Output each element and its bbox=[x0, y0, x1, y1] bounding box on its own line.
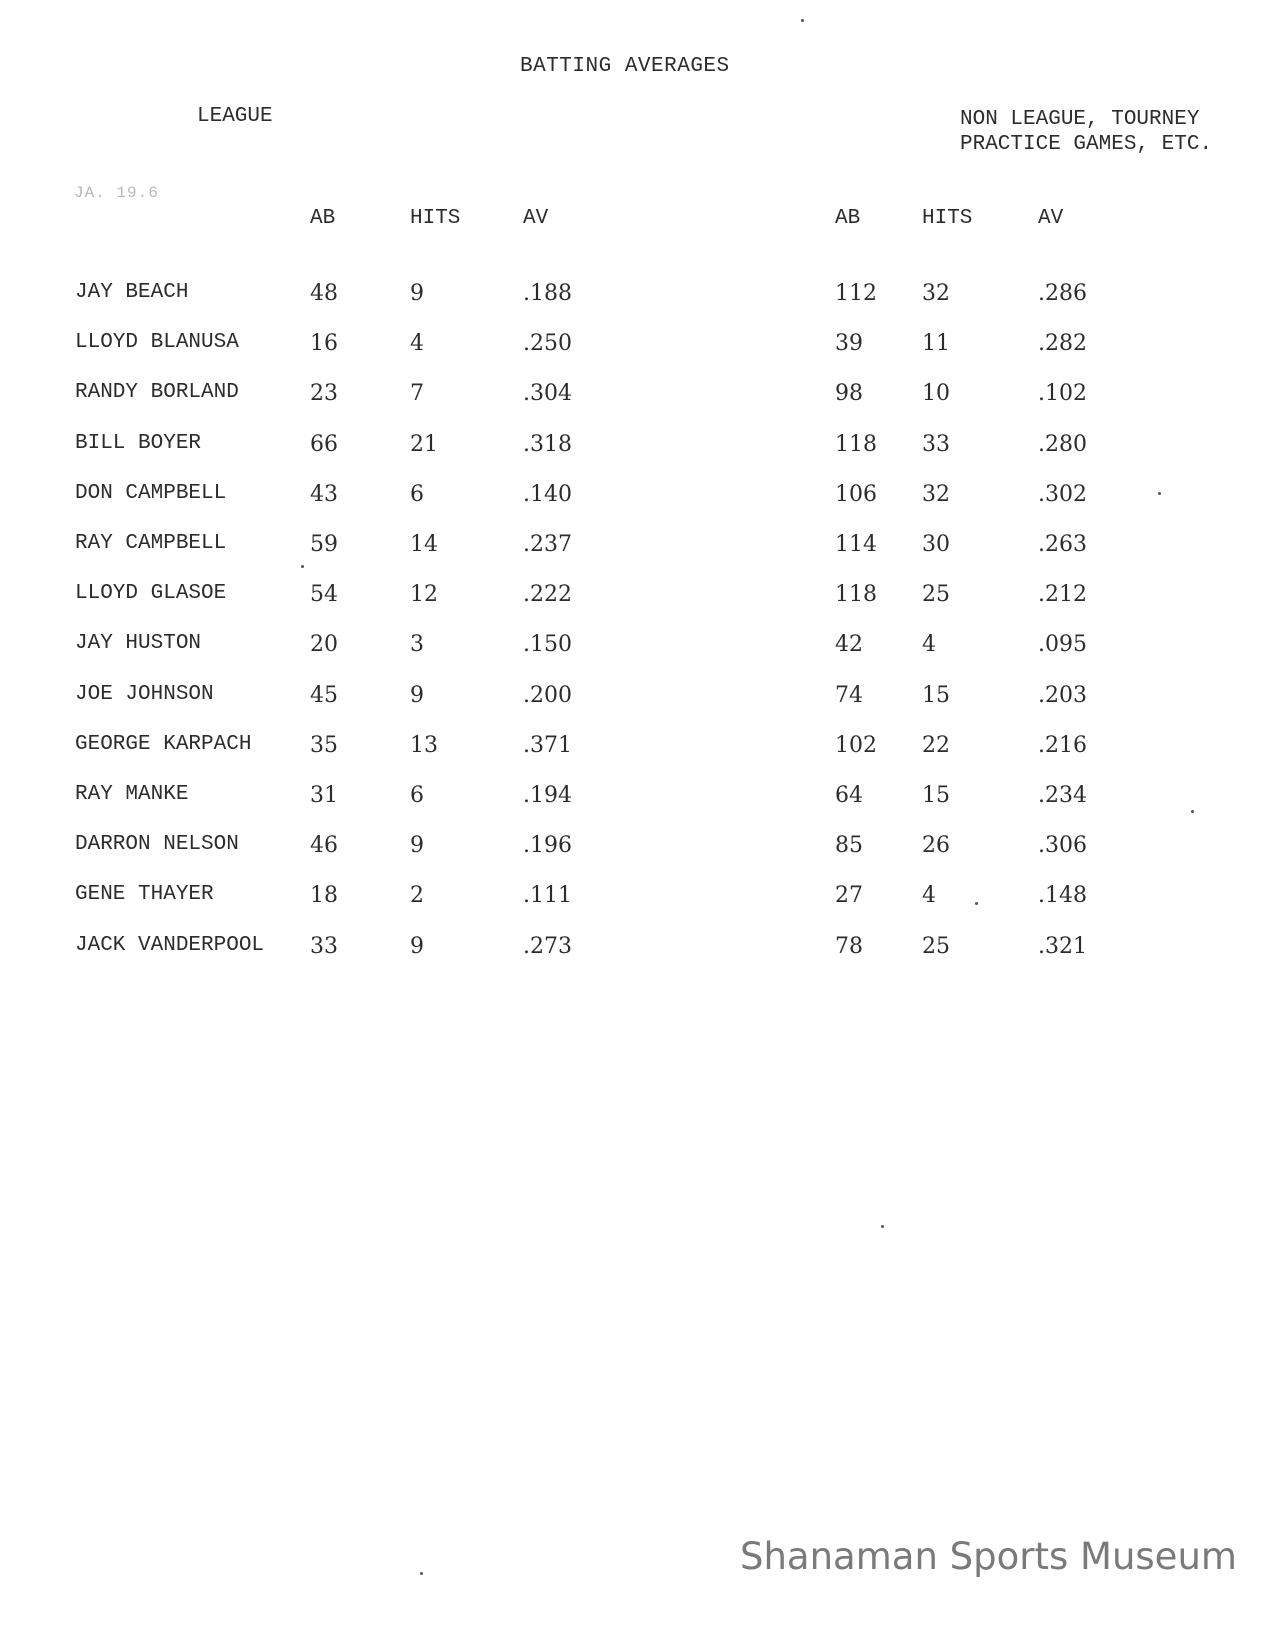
table-row bbox=[0, 482, 1275, 522]
table-row bbox=[0, 532, 1275, 572]
league-hits: 2 bbox=[410, 883, 424, 909]
nonleague-hits: 32 bbox=[922, 481, 950, 507]
nonleague-av: .306 bbox=[1038, 833, 1087, 859]
league-av: .140 bbox=[523, 481, 572, 507]
league-hits: 4 bbox=[410, 331, 424, 357]
nonleague-hits: 10 bbox=[922, 381, 950, 407]
nonleague-av: .212 bbox=[1038, 582, 1087, 608]
nonleague-heading-line-2: PRACTICE GAMES, ETC. bbox=[960, 133, 1213, 156]
league-ab: 35 bbox=[310, 732, 338, 758]
nonleague-ab: 85 bbox=[835, 833, 863, 859]
league-ab: 66 bbox=[310, 431, 338, 457]
nonleague-av: .302 bbox=[1038, 481, 1087, 507]
nonleague-ab: 74 bbox=[835, 682, 863, 708]
league-hits: 9 bbox=[410, 833, 424, 859]
player-name: DARRON NELSON bbox=[75, 833, 239, 857]
nonleague-ab: 64 bbox=[835, 783, 863, 808]
table-row bbox=[0, 432, 1275, 472]
nonleague-hits: 4 bbox=[922, 632, 936, 658]
league-hits: 3 bbox=[410, 632, 424, 658]
league-hits: 13 bbox=[410, 732, 438, 758]
nonleague-hits-header: HITS bbox=[922, 207, 973, 230]
nonleague-av: .203 bbox=[1038, 682, 1087, 708]
league-av: .273 bbox=[523, 933, 572, 959]
player-name: JAY BEACH bbox=[75, 281, 189, 304]
league-ab: 31 bbox=[310, 783, 338, 808]
nonleague-ab: 118 bbox=[835, 582, 877, 608]
nonleague-av-header: AV bbox=[1038, 207, 1064, 230]
table-row bbox=[0, 683, 1275, 723]
nonleague-hits: 11 bbox=[922, 331, 950, 357]
player-name: RAY MANKE bbox=[75, 783, 189, 806]
league-hits: 9 bbox=[410, 933, 424, 959]
nonleague-ab: 114 bbox=[835, 532, 877, 557]
nonleague-av: .148 bbox=[1038, 883, 1087, 909]
league-ab: 54 bbox=[310, 582, 338, 608]
league-ab-header: AB bbox=[310, 207, 336, 230]
league-av: .111 bbox=[523, 883, 572, 909]
nonleague-hits: 33 bbox=[922, 431, 950, 457]
league-av: .194 bbox=[523, 783, 572, 808]
watermark: Shanaman Sports Museum bbox=[740, 1535, 1237, 1578]
nonleague-hits: 15 bbox=[922, 682, 950, 708]
league-hits: 7 bbox=[410, 381, 424, 407]
nonleague-ab-header: AB bbox=[835, 207, 861, 230]
league-hits-header: HITS bbox=[410, 207, 461, 230]
nonleague-hits: 32 bbox=[922, 281, 950, 306]
nonleague-hits: 25 bbox=[922, 933, 950, 959]
league-hits: 6 bbox=[410, 481, 424, 507]
nonleague-av: .102 bbox=[1038, 381, 1087, 407]
league-ab: 20 bbox=[310, 632, 338, 658]
table-row bbox=[0, 381, 1275, 421]
table-row bbox=[0, 582, 1275, 622]
table-row bbox=[0, 733, 1275, 773]
league-av: .150 bbox=[523, 632, 572, 658]
league-ab: 33 bbox=[310, 933, 338, 959]
table-row bbox=[0, 331, 1275, 371]
league-ab: 16 bbox=[310, 331, 338, 357]
league-av: .188 bbox=[523, 281, 572, 306]
league-av: .371 bbox=[523, 732, 572, 758]
league-av: .196 bbox=[523, 833, 572, 859]
nonleague-ab: 112 bbox=[835, 281, 877, 306]
nonleague-av: .234 bbox=[1038, 783, 1087, 808]
league-hits: 12 bbox=[410, 582, 438, 608]
nonleague-heading-line-1: NON LEAGUE, TOURNEY bbox=[960, 108, 1200, 131]
player-name: GENE THAYER bbox=[75, 883, 214, 907]
player-name: JACK VANDERPOOL bbox=[75, 933, 265, 957]
page-title: BATTING AVERAGES bbox=[520, 55, 730, 78]
table-row bbox=[0, 783, 1275, 823]
league-ab: 23 bbox=[310, 381, 338, 407]
table-row bbox=[0, 632, 1275, 672]
league-av: .222 bbox=[523, 582, 572, 608]
league-hits: 9 bbox=[410, 281, 424, 306]
nonleague-ab: 27 bbox=[835, 883, 863, 909]
table-row bbox=[0, 833, 1275, 873]
league-av: .318 bbox=[523, 431, 572, 457]
player-name: JAY HUSTON bbox=[75, 632, 202, 656]
nonleague-av: .280 bbox=[1038, 431, 1087, 457]
player-name: RAY CAMPBELL bbox=[75, 532, 227, 555]
league-hits: 6 bbox=[410, 783, 424, 808]
nonleague-hits: 15 bbox=[922, 783, 950, 808]
league-av-header: AV bbox=[523, 207, 549, 230]
league-av: .304 bbox=[523, 381, 572, 407]
league-av: .250 bbox=[523, 331, 572, 357]
nonleague-hits: 4 bbox=[922, 883, 936, 909]
nonleague-ab: 42 bbox=[835, 632, 863, 658]
league-ab: 45 bbox=[310, 682, 338, 708]
nonleague-heading bbox=[960, 107, 1212, 157]
nonleague-av: .286 bbox=[1038, 281, 1087, 306]
nonleague-av: .282 bbox=[1038, 331, 1087, 357]
nonleague-hits: 22 bbox=[922, 732, 950, 758]
league-av: .200 bbox=[523, 682, 572, 708]
player-name: DON CAMPBELL bbox=[75, 481, 227, 505]
faint-stamp: JA. 19.6 bbox=[74, 184, 159, 202]
nonleague-av: .095 bbox=[1038, 632, 1087, 658]
nonleague-ab: 102 bbox=[835, 732, 877, 758]
table-row bbox=[0, 281, 1275, 321]
player-name: LLOYD GLASOE bbox=[75, 582, 227, 606]
league-ab: 43 bbox=[310, 481, 338, 507]
nonleague-hits: 30 bbox=[922, 532, 950, 557]
player-name: GEORGE KARPACH bbox=[75, 732, 252, 756]
league-ab: 18 bbox=[310, 883, 338, 909]
league-heading: LEAGUE bbox=[197, 105, 273, 128]
nonleague-av: .263 bbox=[1038, 532, 1087, 557]
league-ab: 48 bbox=[310, 281, 338, 306]
nonleague-ab: 98 bbox=[835, 381, 863, 407]
nonleague-ab: 106 bbox=[835, 481, 877, 507]
nonleague-av: .216 bbox=[1038, 732, 1087, 758]
league-ab: 59 bbox=[310, 532, 338, 557]
league-ab: 46 bbox=[310, 833, 338, 859]
player-name: JOE JOHNSON bbox=[75, 682, 214, 706]
league-hits: 14 bbox=[410, 532, 438, 557]
nonleague-hits: 25 bbox=[922, 582, 950, 608]
player-name: LLOYD BLANUSA bbox=[75, 331, 239, 355]
league-hits: 9 bbox=[410, 682, 424, 708]
table-row bbox=[0, 934, 1275, 974]
nonleague-av: .321 bbox=[1038, 933, 1087, 959]
player-name: BILL BOYER bbox=[75, 431, 202, 455]
table-row bbox=[0, 883, 1275, 923]
nonleague-ab: 39 bbox=[835, 331, 863, 357]
player-name: RANDY BORLAND bbox=[75, 381, 239, 405]
league-hits: 21 bbox=[410, 431, 438, 457]
league-av: .237 bbox=[523, 532, 572, 557]
nonleague-hits: 26 bbox=[922, 833, 950, 859]
nonleague-ab: 78 bbox=[835, 933, 863, 959]
nonleague-ab: 118 bbox=[835, 431, 877, 457]
